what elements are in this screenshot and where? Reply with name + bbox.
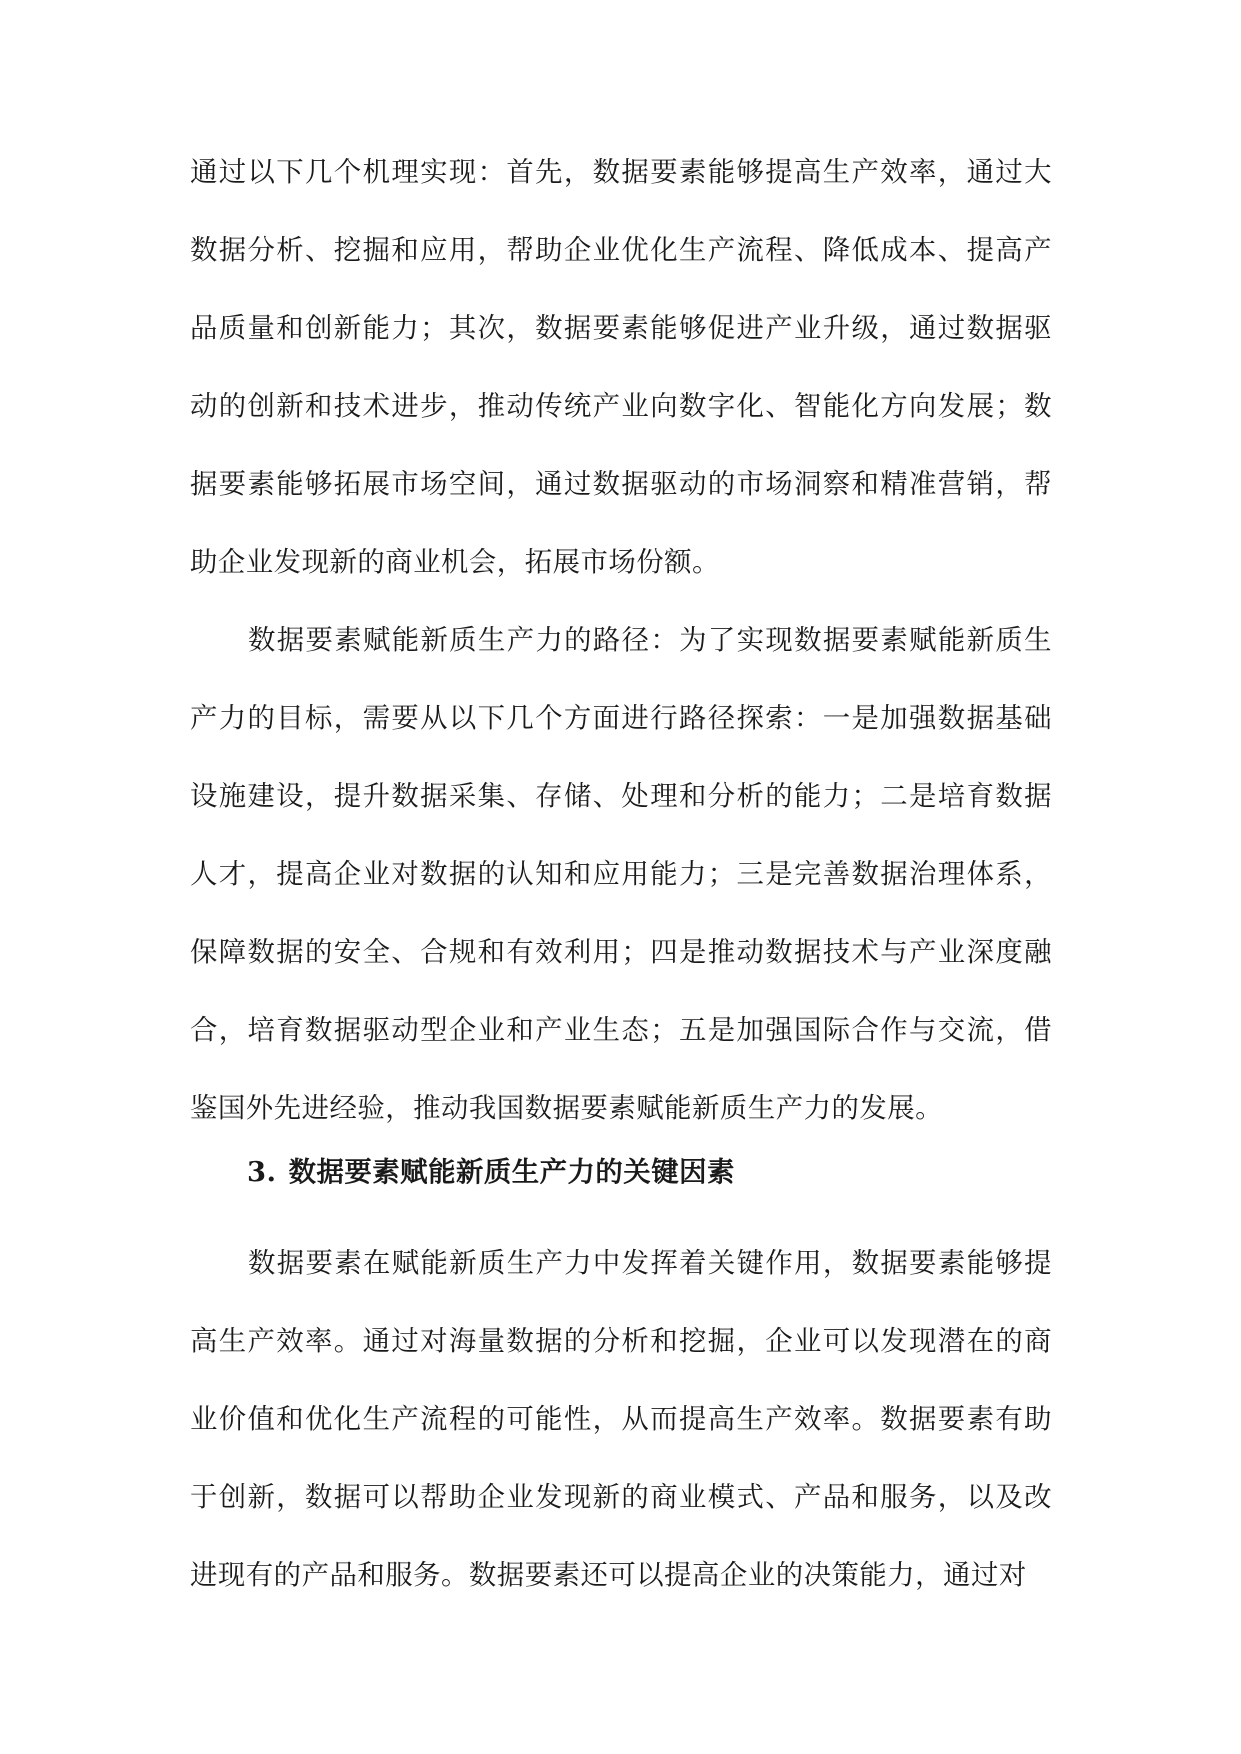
paragraph-mechanisms: 通过以下几个机理实现：首先，数据要素能够提高生产效率，通过大数据分析、挖掘和应用，帮助企业优化生产流程、降低成本、提高产品质量和创新能力；其次，数据要素能够促进产业升级，通过数据驱动的创新和技术进步，推动传统产业向数字化、智能化方向发展；数据要素能够拓展市场空间，通过数据驱动的市场洞察和精准营销，帮助企业发现新的商业机会，拓展市场份额。 bbox=[190, 157, 1052, 578]
section-heading-number: 3. bbox=[247, 1156, 277, 1188]
text-block-continuation bbox=[190, 134, 1052, 602]
text-block-key-factors bbox=[190, 1225, 1052, 1615]
paragraph-key-factors: 数据要素在赋能新质生产力中发挥着关键作用，数据要素能够提高生产效率。通过对海量数据的分析和挖掘，企业可以发现潜在的商业价值和优化生产流程的可能性，从而提高生产效率。数据要素有助于创新，数据可以帮助企业发现新的商业模式、产品和服务，以及改进现有的产品和服务。数据要素还可以提高企业的决策能力，通过对 bbox=[190, 1248, 1052, 1591]
paragraph-paths: 数据要素赋能新质生产力的路径：为了实现数据要素赋能新质生产力的目标，需要从以下几个方面进行路径探索：一是加强数据基础设施建设，提升数据采集、存储、处理和分析的能力；二是培育数据人才，提高企业对数据的认知和应用能力；三是完善数据治理体系，保障数据的安全、合规和有效利用；四是推动数据技术与产业深度融合，培育数据驱动型企业和产业生态；五是加强国际合作与交流，借鉴国外先进经验，推动我国数据要素赋能新质生产力的发展。 bbox=[190, 625, 1052, 1124]
text-block-paths bbox=[190, 602, 1052, 1148]
section-heading bbox=[247, 1150, 735, 1194]
section-heading-text: 数据要素赋能新质生产力的关键因素 bbox=[288, 1156, 735, 1188]
